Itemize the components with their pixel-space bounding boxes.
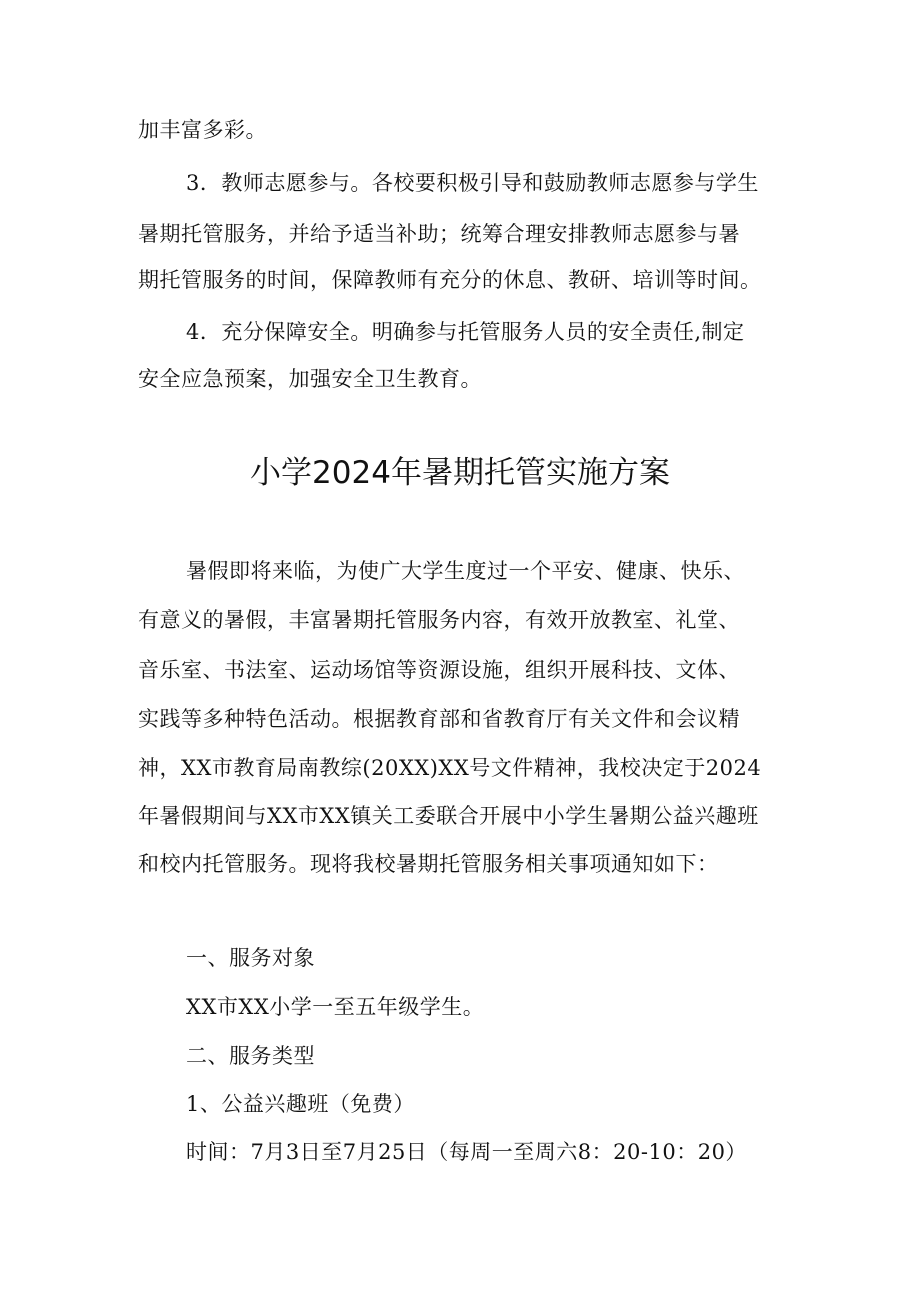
section-heading-service-type: 二、服务类型: [186, 1044, 315, 1068]
section-heading-service-target: 一、服务对象: [186, 946, 315, 970]
continuation-line-5: 4．充分保障安全。明确参与托管服务人员的安全责任,制定: [186, 320, 745, 344]
document-title: 小学2024年暑期托管实施方案: [250, 455, 670, 491]
intro-line-2: 有意义的暑假，丰富暑期托管服务内容，有效开放教室、礼堂、: [138, 608, 740, 632]
intro-line-7: 和校内托管服务。现将我校暑期托管服务相关事项通知如下：: [138, 852, 719, 876]
intro-line-6: 年暑假期间与XX市XX镇关工委联合开展中小学生暑期公益兴趣班: [138, 804, 759, 828]
section-text-service-target: XX市XX小学一至五年级学生。: [186, 995, 485, 1019]
intro-line-4: 实践等多种特色活动。根据教育部和省教育厅有关文件和会议精: [138, 707, 740, 731]
intro-line-5: 神，XX市教育局南教综(20XX)XX号文件精神，我校决定于2024: [138, 756, 762, 780]
section-text-interest-class-time: 时间：7月3日至7月25日（每周一至周六8：20-10：20）: [186, 1140, 747, 1164]
continuation-line-3: 暑期托管服务，并给予适当补助；统筹合理安排教师志愿参与暑: [138, 222, 740, 246]
intro-line-3: 音乐室、书法室、运动场馆等资源设施，组织开展科技、文体、: [138, 658, 740, 682]
continuation-line-4: 期托管服务的时间，保障教师有充分的休息、教研、培训等时间。: [138, 268, 762, 292]
section-subheading-interest-class: 1、公益兴趣班（免费）: [186, 1092, 415, 1116]
continuation-line-1: 加丰富多彩。: [138, 118, 267, 142]
intro-line-1: 暑假即将来临，为使广大学生度过一个平安、健康、快乐、: [186, 559, 745, 583]
continuation-line-2: 3．教师志愿参与。各校要积极引导和鼓励教师志愿参与学生: [186, 171, 759, 195]
continuation-line-6: 安全应急预案，加强安全卫生教育。: [138, 367, 482, 391]
